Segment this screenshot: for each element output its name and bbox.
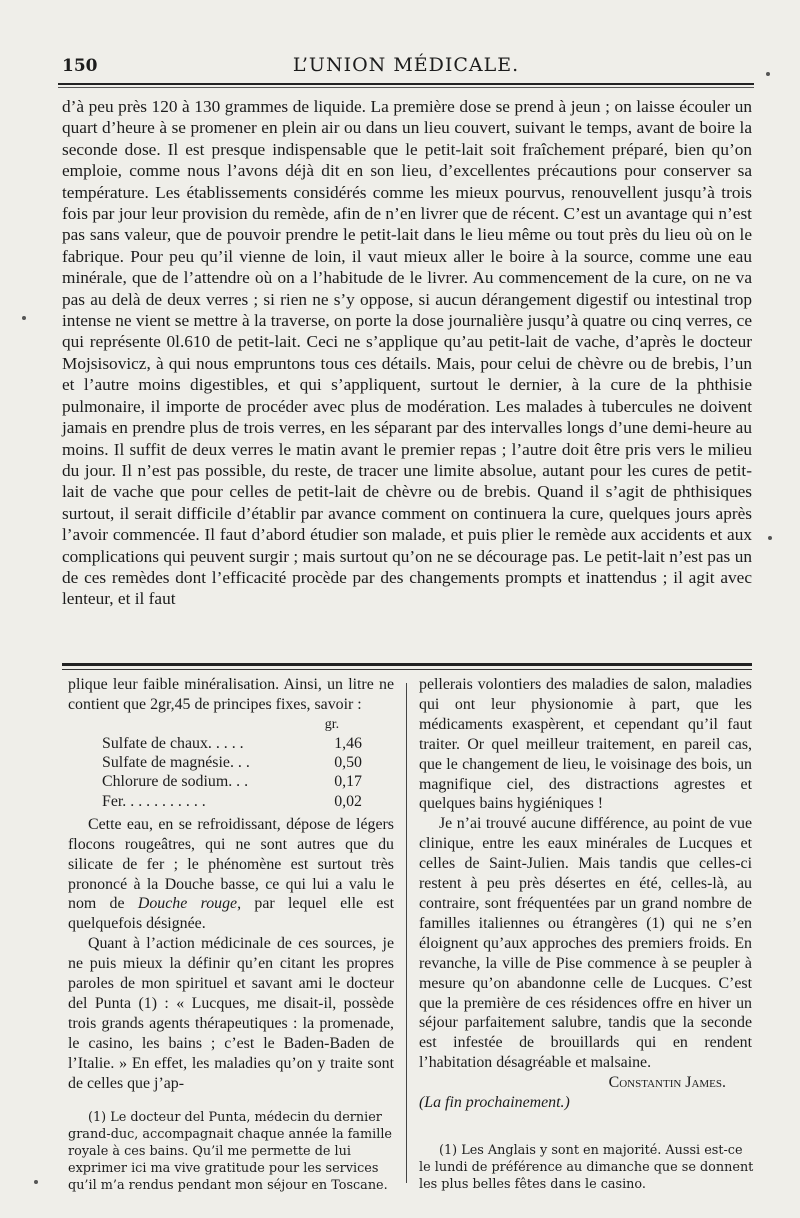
right-column (419, 675, 752, 1113)
mineral-amount: 0,17 (334, 773, 362, 791)
right-footnote (419, 1142, 755, 1193)
mineral-row (102, 734, 362, 753)
mineral-name: Sulfate de chaux. . . . . (102, 735, 244, 753)
mineral-amount: 0,50 (334, 754, 362, 772)
right-footnote-text: (1) Les Anglais y sont en majorité. Aussi est-ce le lundi de préférence au dimanche que se donnent les plus belles fêtes dans le casino. (419, 1143, 754, 1192)
water-text-end: , par lequel elle est quelquefois désignée. (68, 895, 395, 933)
column-divider (406, 683, 407, 1183)
mineral-name: Fer. . . . . . . . . . . (102, 792, 206, 810)
print-speck (34, 1180, 38, 1184)
water-text: Cette eau, en se refroidissant, dépose de légers flocons rougeâtres, qui ne sont autres que du silicate de fer ; le phénomène est surtout très prononcé à la Douche basse, ce qui lui a valu le nom de (68, 815, 394, 913)
main-article-text (62, 96, 752, 610)
main-paragraph: d’à peu près 120 à 130 grammes de liquide. La première dose se prend à jeun ; on laisse écouler un quart d’heure à se promener en plein air ou dans un lieu couvert, suivant le temps, avant de boire la seconde dose. Il est presque indispensable que le petit-lait soit fraîchement préparé, bien qu’on emploie, comme nous l’avons déjà dit en son lieu, d’excellentes précautions pour conserver sa température. Les établissements considérés comme les mieux pourvus, renouvellent jusqu’à trois fois par jour leur provision du remède, afin de n’en livrer que de récent. C’est un avantage qui n’est pas sans valeur, que de pouvoir prendre le petit-lait dans le lieu même ou tout près du lieu où on le fabrique. Pour peu qu’il vienne de loin, il vaut mieux aller le boire à la source, comme une eau minérale, que de l’attendre où on a l’habitude de le livrer. Au commencement de la cure, on ne va pas au delà de deux verres ; si rien ne s’y oppose, si aucun dérangement digestif ou intestinal trop intense ne vient se mettre à la traverse, on porte la dose journalière jusqu’à quatre ou cinq verres, ce qui représente 0l.610 de petit-lait. Ceci ne s’applique qu’au petit-lait de vache, d’après le docteur Mojsisovicz, à qui nous empruntons tous ces détails. Mais, pour celui de chèvre ou de brebis, l’un et l’autre moins digestibles, et qui s’appliquent, surtout le dernier, à la cure de la phthisie pulmonaire, il importe de procéder avec plus de modération. Les malades à tubercules ne doivent jamais en prendre plus de trois verres, en les séparant par des intervalles longs d’une demi-heure au moins. Il suffit de deux verres le matin avant le premier repas ; l’autre doit être pris vers le milieu du jour. Il n’est pas possible, du reste, de tracer une limite absolue, autant pour les cures de petit-lait de vache que pour celles de petit-lait de chèvre ou de brebis. Quand il s’agit de phthisiques surtout, il serait difficile d’établir par avance comment on continuera la cure, quelques jours après l’avoir commencée. Il faut d’abord étudier son malade, et puis plier le remède aux accidents et aux complications qui peuvent surgir ; mais surtout qu’on ne se décourage pas. Le petit-lait n’est pas un de ces remèdes dont l’efficacité procède par des changements prompts et inattendus ; il agit avec lenteur, et il faut (62, 97, 753, 609)
unit-header: gr. (324, 716, 340, 732)
column-separator-thin (62, 669, 752, 670)
print-speck (766, 72, 770, 76)
mineral-name: Chlorure de sodium. . . (102, 773, 249, 791)
water-paragraph (68, 815, 394, 934)
left-footnote-text: (1) Le docteur del Punta, médecin du dernier grand-duc, accompagnait chaque année la famille royale à ces bains. Qu’il me permette de lui exprimer ici ma vive gratitude pour les services qu’il m’a rendus pendant mon séjour en Toscane. (68, 1110, 393, 1193)
page-number: 150 (62, 56, 98, 76)
mineral-row (102, 772, 362, 791)
print-speck (768, 536, 772, 540)
mineral-amount: 0,02 (334, 792, 362, 810)
mineral-intro: plique leur faible minéralisation. Ainsi, un litre ne contient que 2gr,45 de principes fixes, savoir : (68, 676, 394, 713)
mineral-name: Sulfate de magnésie. . . (102, 754, 250, 772)
douche-name: Douche rouge (137, 895, 238, 913)
mineral-amount: 1,46 (334, 735, 362, 753)
print-speck (22, 316, 26, 320)
column-separator-thick (62, 663, 752, 666)
left-column (68, 675, 394, 1094)
author-name: Constantin James. (608, 1074, 726, 1092)
to-be-continued: (La fin prochainement.) (419, 1094, 570, 1112)
salon-paragraph: pellerais volontiers des maladies de salon, maladies qui ont leur physionomie à part, que les médicaments exaspèrent, et cependant qu’il faut traiter. Or quel meilleur traitement, en pareil cas, que le changement de lieu, le voisinage des bois, un magnifique ciel, des distractions agrestes et quelques bains hygiéniques ! (419, 676, 752, 813)
page-header (62, 52, 750, 78)
mineral-row (102, 792, 362, 811)
header-rule-thin (58, 87, 754, 88)
mineral-table (102, 715, 362, 811)
running-title: L’UNION MÉDICALE. (292, 54, 520, 76)
left-footnote (68, 1109, 394, 1194)
author-signature (419, 1073, 752, 1093)
lucques-paragraph: Je n’ai trouvé aucune différence, au point de vue clinique, entre les eaux minérales de Lucques et celles de Saint-Julien. Mais tandis que celles-ci restent à peu près désertes en été, celles-là, au contraire, sont fréquentées par un grand nombre de familles italiennes ou étrangères (1) qui ne s’en éloignent qu’aux approches des premiers froids. En revanche, la ville de Pise commence à se peupler à mesure qu’on abandonne celle de Lucques. C’est que la première de ces résidences offre en hiver un séjour parfaitement salubre, tandis que la seconde est infestée de brouillards qui en rendent l’habitation désagréable et malsaine. (419, 815, 752, 1072)
mineral-row (102, 753, 362, 772)
action-paragraph: Quant à l’action médicinale de ces sources, je ne puis mieux la définir qu’en citant les propres paroles de mon spirituel et savant ami le docteur del Punta (1) : « Lucques, me disait-il, possède trois grands agents thérapeutiques : la promenade, le casino, les bains ; c’est le Baden-Baden de l’Italie. » En effet, les maladies qu’on y traite sont de celles que j’ap- (68, 935, 394, 1092)
mineral-table-header (102, 715, 362, 734)
header-rule (58, 83, 754, 85)
